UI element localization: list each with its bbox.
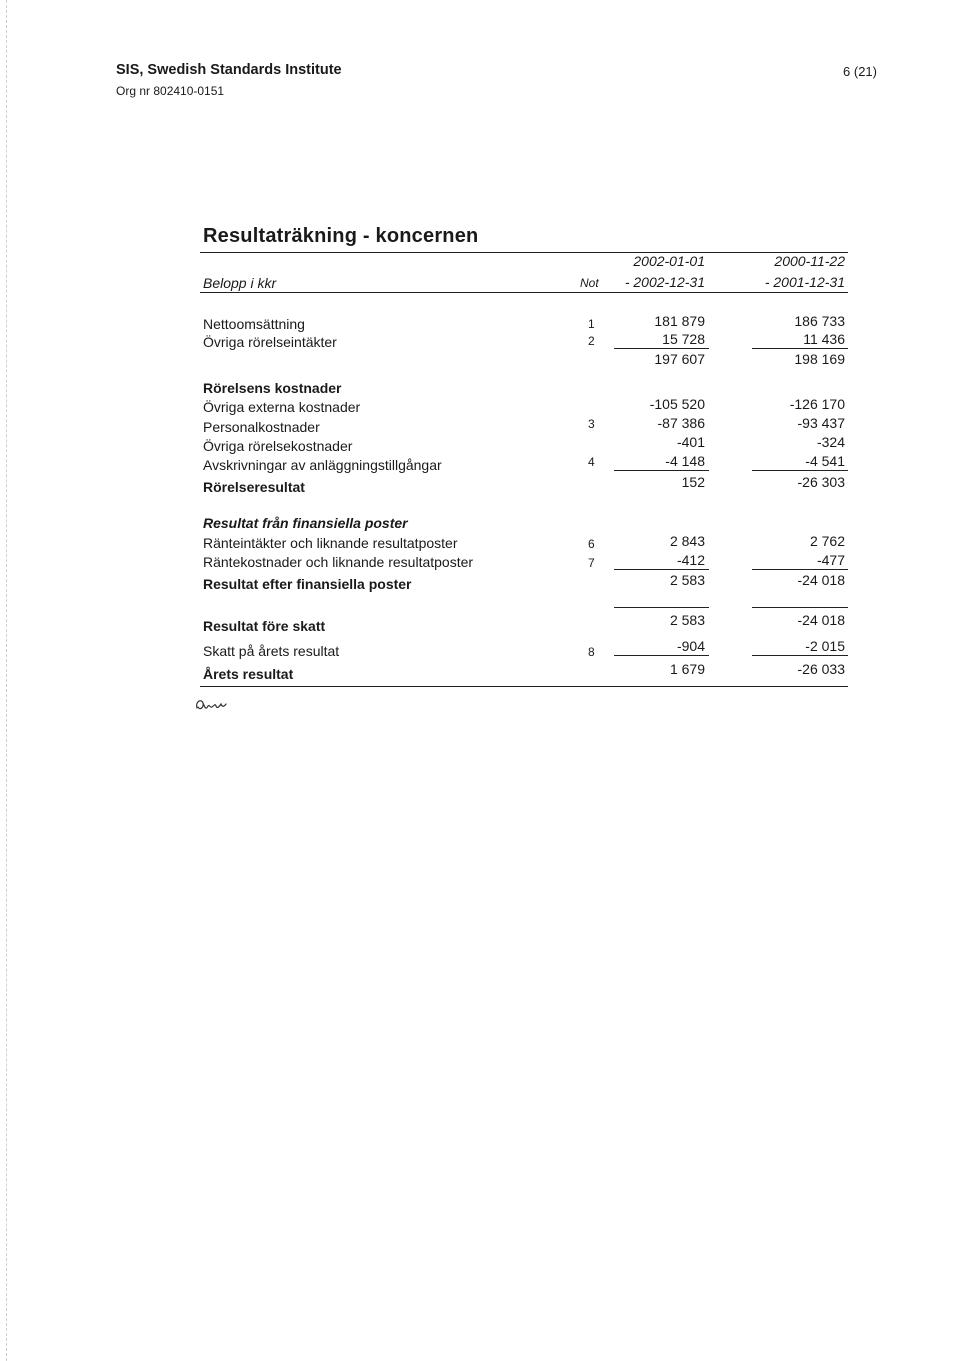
- net-sales-current: 181 879: [654, 313, 705, 329]
- interest-costs-previous: -477: [816, 552, 845, 568]
- before-tax-label: Resultat före skatt: [203, 618, 326, 634]
- underline-current: [614, 655, 709, 656]
- organization-name: SIS, Swedish Standards Institute: [116, 62, 342, 78]
- depreciation-label: Avskrivningar av anläggningstillgångar: [203, 457, 442, 473]
- other-income-label: Övriga rörelseintäkter: [203, 334, 337, 350]
- tax-previous: -2 015: [805, 638, 845, 654]
- organization-number: Org nr 802410-0151: [116, 84, 225, 98]
- external-costs-previous: -126 170: [789, 396, 845, 412]
- interest-income-note: 6: [588, 537, 595, 551]
- interest-income-previous: 2 762: [809, 533, 845, 549]
- personnel-costs-previous: -93 437: [797, 415, 845, 431]
- period-previous-start: 2000-11-22: [774, 253, 845, 269]
- interest-costs-note: 7: [588, 556, 595, 570]
- underline-previous: [752, 655, 848, 656]
- income-sum-previous: 198 169: [794, 351, 845, 367]
- underline-previous: [752, 348, 848, 349]
- other-income-previous: 11 436: [803, 331, 845, 347]
- other-income-current: 15 728: [662, 331, 705, 347]
- underline-current: [614, 569, 709, 570]
- operating-result-label: Rörelseresultat: [203, 479, 305, 495]
- personnel-costs-label: Personalkostnader: [203, 419, 320, 435]
- title-rule: [200, 252, 848, 253]
- underline-previous: [752, 607, 848, 608]
- tax-current: -904: [676, 638, 705, 654]
- net-sales-previous: 186 733: [794, 313, 845, 329]
- underline-current: [614, 348, 709, 349]
- personnel-costs-note: 3: [588, 417, 595, 431]
- after-financial-label: Resultat efter finansiella poster: [203, 576, 412, 592]
- other-costs-previous: -324: [816, 434, 845, 450]
- depreciation-current: -4 148: [665, 453, 705, 469]
- personnel-costs-current: -87 386: [657, 415, 705, 431]
- before-tax-current: 2 583: [669, 612, 705, 628]
- scan-margin-line: [6, 0, 7, 1361]
- year-result-current: 1 679: [669, 661, 705, 677]
- period-current-end: - 2002-12-31: [624, 274, 705, 290]
- handwritten-initials: [193, 694, 237, 716]
- other-costs-current: -401: [676, 434, 705, 450]
- interest-costs-label: Räntekostnader och liknande resultatposter: [203, 554, 474, 570]
- header-rule: [200, 292, 848, 293]
- statement-title: Resultaträkning - koncernen: [203, 225, 479, 247]
- other-income-note: 2: [588, 334, 595, 348]
- other-costs-label: Övriga rörelsekostnader: [203, 438, 353, 454]
- operating-costs-heading: Rörelsens kostnader: [203, 380, 342, 396]
- underline-previous: [752, 569, 848, 570]
- net-sales-note: 1: [588, 317, 595, 331]
- financial-items-heading: Resultat från finansiella poster: [203, 515, 408, 531]
- note-column-header: Not: [580, 276, 599, 290]
- operating-result-current: 152: [681, 474, 705, 490]
- after-financial-current: 2 583: [669, 572, 705, 588]
- before-tax-previous: -24 018: [797, 612, 845, 628]
- operating-result-previous: -26 303: [797, 474, 845, 490]
- external-costs-current: -105 520: [649, 396, 705, 412]
- page-number: 6 (21): [843, 64, 877, 79]
- interest-income-label: Ränteintäkter och liknande resultatposter: [203, 535, 458, 551]
- amount-unit-label: Belopp i kkr: [203, 275, 277, 291]
- interest-costs-current: -412: [676, 552, 705, 568]
- year-result-label: Årets resultat: [203, 666, 294, 682]
- income-sum-current: 197 607: [654, 351, 705, 367]
- net-sales-label: Nettoomsättning: [203, 316, 305, 332]
- period-previous-end: - 2001-12-31: [764, 274, 845, 290]
- depreciation-note: 4: [588, 455, 595, 469]
- closing-rule: [200, 686, 848, 687]
- underline-current: [614, 470, 709, 471]
- underline-current: [614, 607, 709, 608]
- depreciation-previous: -4 541: [805, 453, 845, 469]
- period-current-start: 2002-01-01: [633, 253, 705, 269]
- after-financial-previous: -24 018: [797, 572, 845, 588]
- external-costs-label: Övriga externa kostnader: [203, 399, 361, 415]
- interest-income-current: 2 843: [669, 533, 705, 549]
- tax-note: 8: [588, 645, 595, 659]
- tax-label: Skatt på årets resultat: [203, 643, 340, 659]
- underline-previous: [752, 470, 848, 471]
- year-result-previous: -26 033: [797, 661, 845, 677]
